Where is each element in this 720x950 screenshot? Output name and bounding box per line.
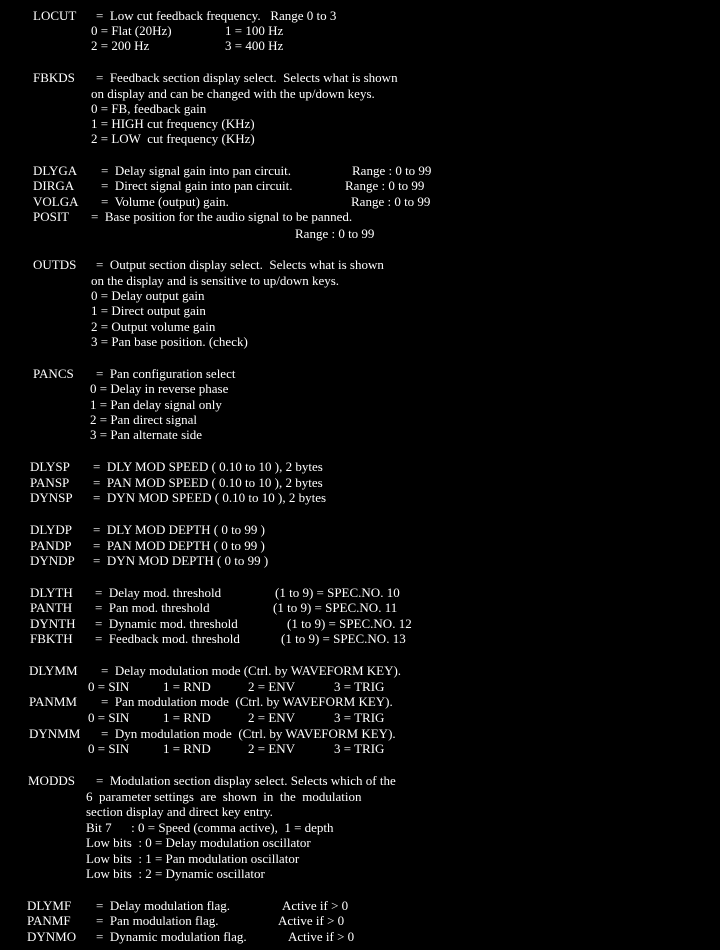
fbkds-desc: = Feedback section display select. Selects what is shown [96,70,398,85]
posit-desc: = Base position for the audio signal to be panned. [91,209,353,224]
modds-bit7: Bit 7 : 0 = Speed (comma active), 1 = depth [86,820,334,835]
dynsp-desc: = DYN MOD SPEED ( 0.10 to 10 ), 2 bytes [93,490,327,505]
dynmo-desc: = Dynamic modulation flag. [96,929,247,944]
panmm-opt-1: 1 = RND [163,710,211,725]
panmm-key: PANMM [29,694,77,709]
volga-range: Range : 0 to 99 [351,194,431,209]
dirga-range: Range : 0 to 99 [345,178,425,193]
dlymm-opt-1: 1 = RND [163,679,211,694]
panmm-opt-3: 3 = TRIG [334,710,385,725]
dlyth-value: (1 to 9) = SPEC.NO. 10 [275,585,400,600]
locut-option-1: 1 = 100 Hz [225,23,284,38]
panmm-desc: = Pan modulation mode (Ctrl. by WAVEFORM KEY). [101,694,393,709]
posit-range: Range : 0 to 99 [295,226,375,241]
modds-low-bits-0: Low bits : 0 = Delay modulation oscillator [86,835,311,850]
dynmm-key: DYNMM [29,726,81,741]
modds-desc-cont-1: 6 parameter settings are shown in the modulation [86,789,362,804]
fbkth-desc: = Feedback mod. threshold [95,631,240,646]
pancs-option-3: 3 = Pan alternate side [90,427,203,442]
pansp-key: PANSP [30,475,70,490]
panmf-key: PANMF [27,913,71,928]
locut-key: LOCUT [33,8,77,23]
dlymm-opt-2: 2 = ENV [248,679,296,694]
dlyga-range: Range : 0 to 99 [352,163,432,178]
dynmm-opt-2: 2 = ENV [248,741,296,756]
dlymf-key: DLYMF [27,898,72,913]
outds-key: OUTDS [33,257,77,272]
pancs-desc: = Pan configuration select [96,366,236,381]
pandp-key: PANDP [30,538,72,553]
panmm-opt-2: 2 = ENV [248,710,296,725]
dlysp-desc: = DLY MOD SPEED ( 0.10 to 10 ), 2 bytes [93,459,323,474]
outds-option-2: 2 = Output volume gain [91,319,216,334]
dynsp-key: DYNSP [30,490,73,505]
panth-key: PANTH [30,600,73,615]
fbkds-option-1: 1 = HIGH cut frequency (KHz) [91,116,255,131]
dlyth-desc: = Delay mod. threshold [95,585,222,600]
panth-value: (1 to 9) = SPEC.NO. 11 [273,600,398,615]
pancs-option-2: 2 = Pan direct signal [90,412,197,427]
dynth-key: DYNTH [30,616,76,631]
fbkds-key: FBKDS [33,70,75,85]
panmf-active: Active if > 0 [278,913,345,928]
dyndp-desc: = DYN MOD DEPTH ( 0 to 99 ) [93,553,269,568]
panth-desc: = Pan mod. threshold [95,600,210,615]
pansp-desc: = PAN MOD SPEED ( 0.10 to 10 ), 2 bytes [93,475,323,490]
dlymm-desc: = Delay modulation mode (Ctrl. by WAVEFORM KEY). [101,663,402,678]
dynmm-desc: = Dyn modulation mode (Ctrl. by WAVEFORM KEY). [101,726,396,741]
panmf-desc: = Pan modulation flag. [96,913,219,928]
dynmm-opt-1: 1 = RND [163,741,211,756]
dlysp-key: DLYSP [30,459,70,474]
dlymm-opt-3: 3 = TRIG [334,679,385,694]
outds-desc: = Output section display select. Selects what is shown [96,257,384,272]
locut-option-0: 0 = Flat (20Hz) [91,23,172,38]
outds-option-0: 0 = Delay output gain [91,288,205,303]
fbkds-desc-cont: on display and can be changed with the up/down keys. [91,86,375,101]
dyndp-key: DYNDP [30,553,75,568]
modds-desc: = Modulation section display select. Selects which of the [96,773,396,788]
pancs-option-1: 1 = Pan delay signal only [90,397,222,412]
outds-option-1: 1 = Direct output gain [91,303,206,318]
dirga-desc: = Direct signal gain into pan circuit. [101,178,293,193]
pancs-option-0: 0 = Delay in reverse phase [90,381,229,396]
dynth-desc: = Dynamic mod. threshold [95,616,238,631]
dlymf-active: Active if > 0 [282,898,349,913]
pancs-key: PANCS [33,366,74,381]
modds-low-bits-1: Low bits : 1 = Pan modulation oscillator [86,851,300,866]
modds-key: MODDS [28,773,75,788]
dynmo-active: Active if > 0 [288,929,355,944]
fbkth-value: (1 to 9) = SPEC.NO. 13 [281,631,406,646]
locut-desc: = Low cut feedback frequency. Range 0 to 3 [96,8,337,23]
fbkds-option-0: 0 = FB, feedback gain [91,101,207,116]
dirga-key: DIRGA [33,178,75,193]
dlymm-opt-0: 0 = SIN [88,679,130,694]
locut-option-2: 2 = 200 Hz [91,38,150,53]
dlymf-desc: = Delay modulation flag. [96,898,231,913]
dynmm-opt-0: 0 = SIN [88,741,130,756]
dlydp-key: DLYDP [30,522,73,537]
modds-low-bits-2: Low bits : 2 = Dynamic oscillator [86,866,265,881]
dynth-value: (1 to 9) = SPEC.NO. 12 [287,616,412,631]
posit-key: POSIT [33,209,70,224]
modds-desc-cont-2: section display and direct key entry. [86,804,273,819]
fbkds-option-2: 2 = LOW cut frequency (KHz) [91,131,255,146]
dlyga-key: DLYGA [33,163,78,178]
fbkth-key: FBKTH [30,631,73,646]
volga-desc: = Volume (output) gain. [101,194,229,209]
locut-option-3: 3 = 400 Hz [225,38,284,53]
dlydp-desc: = DLY MOD DEPTH ( 0 to 99 ) [93,522,266,537]
dynmm-opt-3: 3 = TRIG [334,741,385,756]
dynmo-key: DYNMO [27,929,77,944]
dlyth-key: DLYTH [30,585,73,600]
dlyga-desc: = Delay signal gain into pan circuit. [101,163,292,178]
pandp-desc: = PAN MOD DEPTH ( 0 to 99 ) [93,538,265,553]
dlymm-key: DLYMM [29,663,78,678]
outds-option-3: 3 = Pan base position. (check) [91,334,248,349]
outds-desc-cont: on the display and is sensitive to up/down keys. [91,273,340,288]
volga-key: VOLGA [33,194,79,209]
panmm-opt-0: 0 = SIN [88,710,130,725]
